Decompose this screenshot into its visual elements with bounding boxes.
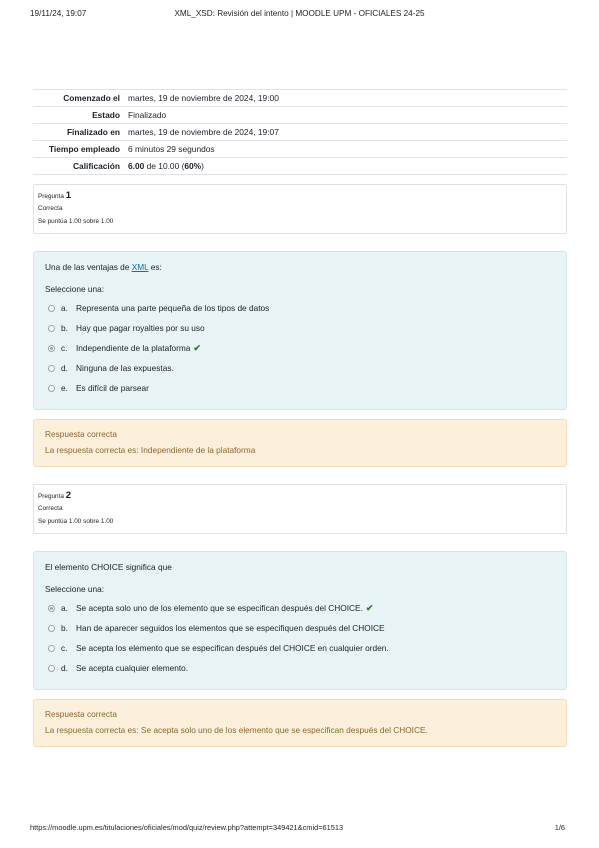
radio-button[interactable]	[48, 305, 55, 312]
answer-letter: b.	[61, 323, 68, 333]
question-grade: Se puntúa 1.00 sobre 1.00	[38, 518, 114, 525]
summary-value: martes, 19 de noviembre de 2024, 19:07	[128, 127, 279, 137]
answer-letter: d.	[61, 663, 68, 673]
radio-button[interactable]	[48, 645, 55, 652]
answer-prompt: Seleccione una:	[45, 284, 105, 294]
summary-row	[33, 90, 567, 107]
question-formulation-1	[33, 251, 567, 410]
question-number	[38, 490, 562, 502]
summary-row	[33, 107, 567, 124]
question-feedback-1	[33, 419, 567, 467]
question-number-value: 1	[65, 190, 72, 201]
answer-option[interactable]	[45, 338, 555, 358]
print-footer	[30, 823, 569, 835]
question-state: Correcta	[38, 205, 63, 212]
summary-label: Estado	[92, 110, 120, 120]
print-header	[30, 9, 569, 21]
radio-button-checked[interactable]	[48, 605, 55, 612]
question-label: Pregunta	[38, 193, 64, 200]
summary-label: Finalizado en	[66, 127, 120, 137]
summary-label: Tiempo empleado	[48, 144, 120, 154]
radio-button-checked[interactable]	[48, 345, 55, 352]
answer-text: Independiente de la plataforma	[76, 343, 191, 353]
summary-row	[33, 124, 567, 141]
question-text-part: Una de las ventajas de	[45, 262, 132, 272]
answer-prompt: Seleccione una:	[45, 584, 105, 594]
right-answer: La respuesta correcta es: Independiente de la plataforma	[45, 445, 256, 455]
answer-option[interactable]	[45, 358, 555, 378]
grade-percent: 60%	[184, 161, 202, 171]
question-label: Pregunta	[38, 493, 64, 500]
check-icon: ✔	[365, 602, 374, 613]
print-date: 19/11/24, 19:07	[30, 9, 87, 18]
page-url: https://moodle.upm.es/titulaciones/oficiales/mod/quiz/review.php?attempt=349421&cmid=61513	[30, 823, 344, 832]
summary-value: 6 minutos 29 segundos	[128, 144, 215, 154]
answer-letter: b.	[61, 623, 68, 633]
summary-value: Finalizado	[128, 110, 167, 120]
xml-link[interactable]: XML	[131, 262, 149, 272]
radio-button[interactable]	[48, 625, 55, 632]
summary-value	[124, 158, 567, 175]
question-text	[45, 261, 555, 273]
radio-button[interactable]	[48, 385, 55, 392]
question-number	[38, 190, 562, 202]
radio-button[interactable]	[48, 325, 55, 332]
radio-button[interactable]	[48, 665, 55, 672]
right-answer: La respuesta correcta es: Se acepta solo uno de los elemento que se especifican después del CHOICE.	[45, 725, 428, 735]
answer-text: Han de aparecer seguidos los elementos que se especifiquen después del CHOICE	[76, 623, 385, 633]
question-grade: Se puntúa 1.00 sobre 1.00	[38, 218, 114, 225]
answer-text: Es difícil de parsear	[76, 383, 149, 393]
question-text-part: es:	[148, 262, 162, 272]
question-feedback-2	[33, 699, 567, 747]
summary-label: Calificación	[72, 161, 120, 171]
answer-text: Se acepta los elemento que se especifican después del CHOICE en cualquier orden.	[76, 643, 389, 653]
summary-row	[33, 141, 567, 158]
answer-text: Ninguna de las expuestas.	[76, 363, 174, 373]
answer-text: Hay que pagar royalties por su uso	[76, 323, 205, 333]
feedback-title: Respuesta correcta	[45, 429, 117, 439]
check-icon: ✔	[193, 342, 201, 353]
print-title: XML_XSD: Revisión del intento | MOODLE UPM - OFICIALES 24-25	[174, 9, 425, 18]
grade-max: de 10.00 (	[144, 161, 185, 171]
question-formulation-2	[33, 551, 567, 690]
answer-letter: a.	[61, 603, 68, 613]
answer-option[interactable]	[45, 658, 555, 678]
answer-option[interactable]	[45, 378, 555, 398]
summary-label: Comenzado el	[63, 93, 120, 103]
question-info-2	[33, 484, 567, 534]
answer-text: Se acepta solo uno de los elemento que se especifican después del CHOICE.	[76, 603, 363, 613]
summary-row	[33, 158, 567, 175]
radio-button[interactable]	[48, 365, 55, 372]
answer-text: Se acepta cualquier elemento.	[76, 663, 189, 673]
answer-letter: c.	[61, 343, 68, 353]
answer-list	[45, 598, 555, 678]
answer-option[interactable]	[45, 598, 555, 618]
answer-list	[45, 298, 555, 398]
grade-score: 6.00	[128, 161, 145, 171]
question-number-value: 2	[65, 490, 72, 501]
feedback-title: Respuesta correcta	[45, 709, 117, 719]
page-number: 1/6	[554, 823, 565, 832]
answer-option[interactable]	[45, 638, 555, 658]
answer-letter: a.	[61, 303, 68, 313]
question-state: Correcta	[38, 505, 63, 512]
answer-letter: d.	[61, 363, 68, 373]
answer-text: Representa una parte pequeña de los tipos de datos	[76, 303, 270, 313]
answer-option[interactable]	[45, 298, 555, 318]
summary-value: martes, 19 de noviembre de 2024, 19:00	[128, 93, 279, 103]
attempt-summary-table	[33, 89, 567, 175]
answer-letter: c.	[61, 643, 68, 653]
answer-letter: e.	[61, 383, 68, 393]
question-info-1	[33, 184, 567, 234]
answer-option[interactable]	[45, 318, 555, 338]
grade-close: )	[201, 161, 204, 171]
answer-option[interactable]	[45, 618, 555, 638]
question-text: El elemento CHOICE significa que	[45, 562, 172, 572]
